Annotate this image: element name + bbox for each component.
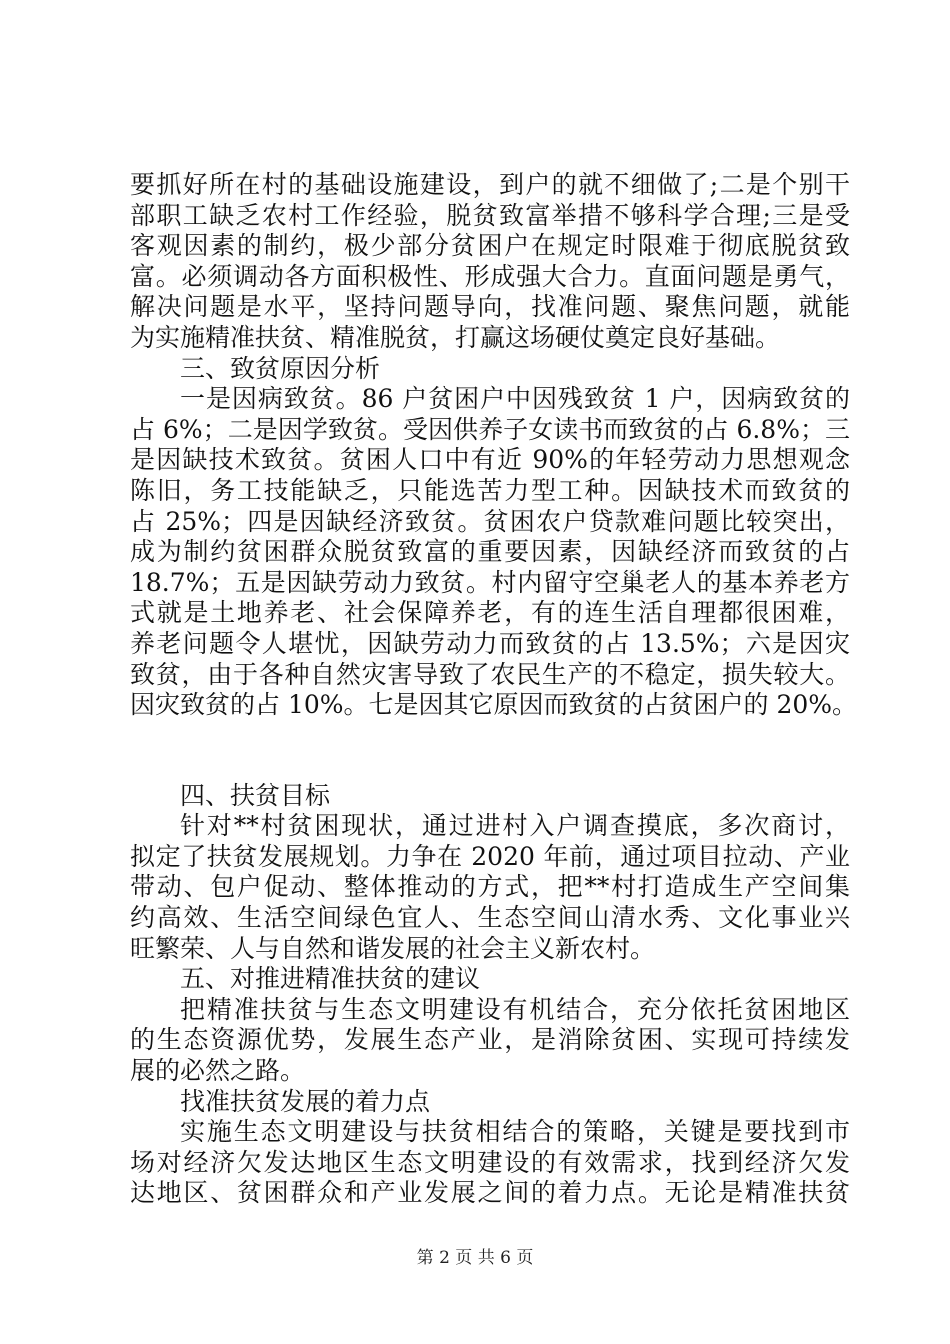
paragraph-line: 致贫，由于各种自然灾害导致了农民生产的不稳定，损失较大。 (130, 659, 850, 689)
paragraph-line: 把精准扶贫与生态文明建设有机结合，充分依托贫困地区 (180, 994, 850, 1024)
section-heading: 五、对推进精准扶贫的建议 (180, 964, 481, 994)
paragraph-line: 占 25%；四是因缺经济致贫。贫困农户贷款难问题比较突出， (130, 506, 850, 536)
paragraph-line: 要抓好所在村的基础设施建设，到户的就不细做了;二是个别干 (130, 170, 850, 199)
paragraph-line: 式就是土地养老、社会保障养老，有的连生活自理都很困难， (130, 598, 850, 628)
subsection-heading: 找准扶贫发展的着力点 (180, 1086, 431, 1116)
paragraph-line: 达地区、贫困群众和产业发展之间的着力点。无论是精准扶贫 (130, 1178, 850, 1208)
paragraph-gap (130, 721, 850, 781)
paragraph-line: 是因缺技术致贫。贫困人口中有近 90%的年轻劳动力思想观念 (130, 445, 850, 475)
paragraph-line: 部职工缺乏农村工作经验，脱贫致富举措不够科学合理;三是受 (130, 200, 850, 230)
section-heading: 四、扶贫目标 (180, 780, 331, 810)
paragraph-line: 占 6%；二是因学致贫。受因供养子女读书而致贫的占 6.8%；三 (130, 414, 850, 444)
page-number: 第 2 页 共 6 页 (416, 1248, 534, 1268)
paragraph-line: 18.7%；五是因缺劳动力致贫。村内留守空巢老人的基本养老方 (130, 567, 850, 597)
paragraph-line: 旺繁荣、人与自然和谐发展的社会主义新农村。 (130, 933, 656, 963)
paragraph-line: 展的必然之路。 (130, 1056, 306, 1086)
paragraph-line: 针对**村贫困现状，通过进村入户调查摸底，多次商讨， (180, 811, 850, 841)
page-footer (0, 1243, 950, 1268)
paragraph-line: 因灾致贫的占 10%。七是因其它原因而致贫的占贫困户的 20%。 (130, 690, 858, 720)
paragraph-line: 富。必须调动各方面积极性、形成强大合力。直面问题是勇气， (130, 261, 850, 291)
paragraph-line: 实施生态文明建设与扶贫相结合的策略，关键是要找到市 (180, 1117, 850, 1147)
paragraph-line: 养老问题令人堪忧，因缺劳动力而致贫的占 13.5%；六是因灾 (130, 628, 850, 658)
paragraph-line: 约高效、生活空间绿色宜人、生态空间山清水秀、文化事业兴 (130, 903, 850, 933)
paragraph-line: 成为制约贫困群众脱贫致富的重要因素，因缺经济而致贫的占 (130, 537, 850, 567)
paragraph-line: 拟定了扶贫发展规划。力争在 2020 年前，通过项目拉动、产业 (130, 841, 850, 871)
paragraph-line: 陈旧，务工技能缺乏，只能选苦力型工种。因缺技术而致贫的 (130, 475, 850, 505)
paragraph-line: 一是因病致贫。86 户贫困户中因残致贫 1 户，因病致贫的 (180, 384, 850, 414)
paragraph-line: 为实施精准扶贫、精准脱贫，打赢这场硬仗奠定良好基础。 (130, 322, 781, 352)
paragraph-line: 带动、包户促动、整体推动的方式，把**村打造成生产空间集 (130, 872, 850, 902)
section-heading: 三、致贫原因分析 (180, 353, 381, 383)
paragraph-line: 解决问题是水平，坚持问题导向，找准问题、聚焦问题，就能 (130, 292, 850, 322)
paragraph-line: 场对经济欠发达地区生态文明建设的有效需求，找到经济欠发 (130, 1147, 850, 1177)
paragraph-line: 客观因素的制约，极少部分贫困户在规定时限难于彻底脱贫致 (130, 231, 850, 261)
paragraph-line: 的生态资源优势，发展生态产业，是消除贫困、实现可持续发 (130, 1025, 850, 1055)
document-body (130, 170, 858, 1209)
